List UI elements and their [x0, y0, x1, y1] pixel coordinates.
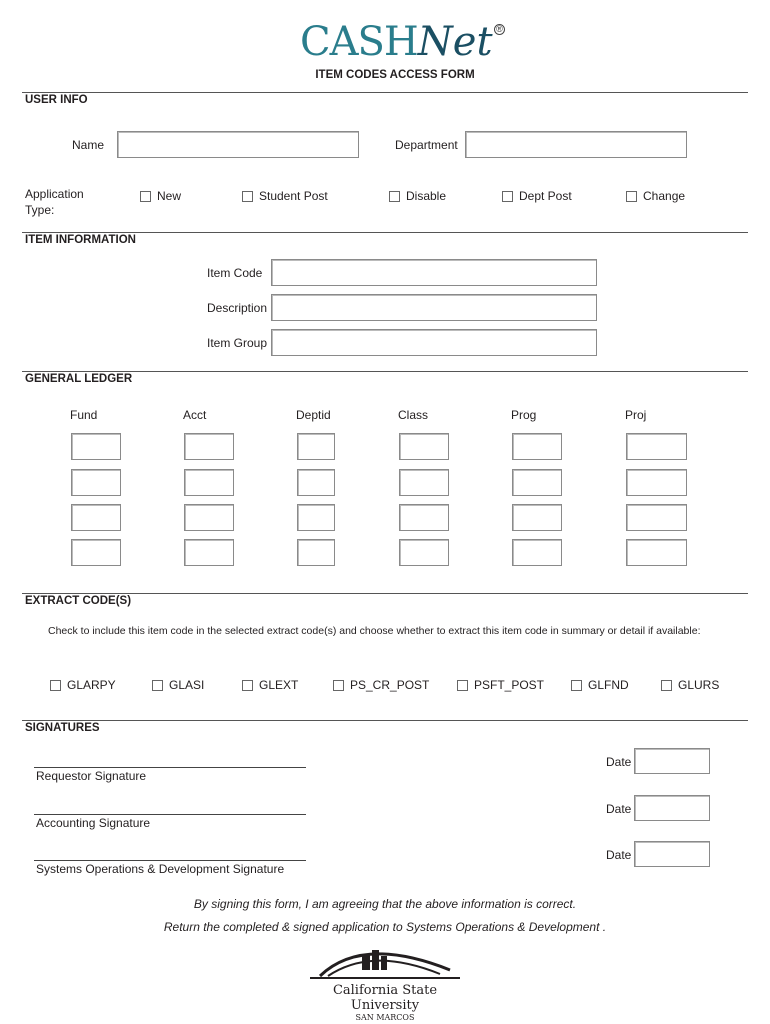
app-type-dept-post[interactable]: [502, 189, 572, 203]
gl-acct-input[interactable]: [184, 504, 234, 531]
agreement-text: By signing this form, I am agreeing that the above information is correct.: [193, 897, 577, 911]
extract-code-glurs[interactable]: [661, 678, 719, 692]
section-divider: [22, 371, 748, 372]
checkbox[interactable]: [242, 680, 253, 691]
section-divider: [22, 593, 748, 594]
checkbox-label: GLEXT: [259, 678, 299, 692]
extract-code-ps-cr-post[interactable]: [333, 678, 429, 692]
checkbox[interactable]: [389, 191, 400, 202]
logo-text: [300, 19, 510, 65]
gl-class-input[interactable]: [399, 469, 449, 496]
name-label: Name: [72, 138, 105, 152]
requestor-signature-label: Requestor Signature: [36, 769, 147, 783]
checkbox-label: Student Post: [259, 189, 328, 203]
accounting-signature-label: Accounting Signature: [36, 816, 151, 830]
extract-code-glarpy[interactable]: [50, 678, 116, 692]
gl-header-acct: Acct: [183, 408, 207, 422]
checkbox-label: Disable: [406, 189, 447, 203]
gl-class-input[interactable]: [399, 539, 449, 566]
gl-deptid-input[interactable]: [297, 433, 335, 460]
return-instruction: Return the completed & signed application to Systems Operations & Development .: [163, 920, 607, 934]
sysops-date-input[interactable]: [634, 841, 710, 867]
app-type-change[interactable]: [626, 189, 685, 203]
section-divider: [22, 232, 748, 233]
section-title-item-information: ITEM INFORMATION: [25, 234, 136, 246]
registered-mark: ®: [494, 24, 505, 35]
department-input[interactable]: [465, 131, 687, 158]
application-type-label: [25, 186, 84, 218]
checkbox-label: PSFT_POST: [474, 678, 545, 692]
section-title-extract-codes: EXTRACT CODE(S): [25, 595, 132, 607]
gl-acct-input[interactable]: [184, 539, 234, 566]
logo-accent: Net: [417, 19, 493, 65]
date-label: Date: [606, 802, 632, 816]
checkbox[interactable]: [242, 191, 253, 202]
checkbox-label: GLARPY: [67, 678, 116, 692]
gl-proj-input[interactable]: [626, 469, 687, 496]
description-label: Description: [207, 301, 268, 315]
extract-code-glfnd[interactable]: [571, 678, 629, 692]
sysops-signature-label: Systems Operations & Development Signature: [36, 862, 285, 876]
checkbox-label: Dept Post: [519, 189, 572, 203]
extract-code-glasi[interactable]: [152, 678, 204, 692]
extract-instruction: Check to include this item code in the selected extract code(s) and choose whether to extract this item code in summary or detail if available:: [48, 625, 701, 637]
app-type-new[interactable]: [140, 189, 181, 203]
sysops-signature-line[interactable]: [34, 860, 306, 861]
date-label: Date: [606, 848, 632, 862]
name-input[interactable]: [117, 131, 359, 158]
checkbox[interactable]: [333, 680, 344, 691]
gl-fund-input[interactable]: [71, 539, 121, 566]
logo-main: CASH: [300, 19, 418, 65]
requestor-date-input[interactable]: [634, 748, 710, 774]
gl-class-input[interactable]: [399, 504, 449, 531]
gl-fund-input[interactable]: [71, 504, 121, 531]
checkbox-label: Change: [643, 189, 686, 203]
section-title-general-ledger: GENERAL LEDGER: [25, 373, 133, 385]
checkbox[interactable]: [152, 680, 163, 691]
extract-code-psft-post[interactable]: [457, 678, 544, 692]
gl-acct-input[interactable]: [184, 433, 234, 460]
gl-acct-input[interactable]: [184, 469, 234, 496]
section-divider: [22, 720, 748, 721]
gl-deptid-input[interactable]: [297, 504, 335, 531]
department-label: Department: [395, 138, 458, 152]
university-name: California State University: [332, 983, 438, 1013]
checkbox[interactable]: [50, 680, 61, 691]
accounting-date-input[interactable]: [634, 795, 710, 821]
checkbox-label: New: [157, 189, 182, 203]
checkbox-label: GLURS: [678, 678, 720, 692]
gl-proj-input[interactable]: [626, 504, 687, 531]
gl-prog-input[interactable]: [512, 504, 562, 531]
checkbox[interactable]: [571, 680, 582, 691]
gl-prog-input[interactable]: [512, 469, 562, 496]
checkbox[interactable]: [502, 191, 513, 202]
gl-header-class: Class: [398, 408, 429, 422]
csu-logo: [300, 940, 470, 1022]
gl-header-deptid: Deptid: [296, 408, 331, 422]
item-code-input[interactable]: [271, 259, 597, 286]
gl-fund-input[interactable]: [71, 433, 121, 460]
section-title-user-info: USER INFO: [25, 94, 88, 106]
form-title: ITEM CODES ACCESS FORM: [315, 69, 475, 81]
checkbox-label: GLFND: [588, 678, 629, 692]
extract-code-glext[interactable]: [242, 678, 298, 692]
checkbox[interactable]: [457, 680, 468, 691]
gl-fund-input[interactable]: [71, 469, 121, 496]
checkbox-label: GLASI: [169, 678, 205, 692]
gl-proj-input[interactable]: [626, 539, 687, 566]
gl-deptid-input[interactable]: [297, 539, 335, 566]
cashnet-logo: [300, 19, 510, 72]
gl-proj-input[interactable]: [626, 433, 687, 460]
item-group-input[interactable]: [271, 329, 597, 356]
application-type-label-line1: Application: [25, 187, 84, 201]
gl-header-proj: Proj: [625, 408, 647, 422]
gl-prog-input[interactable]: [512, 539, 562, 566]
item-group-label: Item Group: [207, 336, 268, 350]
csu-mountain-icon: [300, 940, 470, 980]
gl-header-prog: Prog: [511, 408, 537, 422]
item-code-label: Item Code: [207, 266, 263, 280]
section-title-signatures: SIGNATURES: [25, 722, 100, 734]
app-type-disable[interactable]: [389, 189, 446, 203]
gl-deptid-input[interactable]: [297, 469, 335, 496]
app-type-student-post[interactable]: [242, 189, 328, 203]
checkbox-label: PS_CR_POST: [350, 678, 430, 692]
description-input[interactable]: [271, 294, 597, 321]
checkbox[interactable]: [626, 191, 637, 202]
date-label: Date: [606, 755, 632, 769]
requestor-signature-line[interactable]: [34, 767, 306, 768]
accounting-signature-line[interactable]: [34, 814, 306, 815]
gl-class-input[interactable]: [399, 433, 449, 460]
application-type-label-line2: Type:: [25, 203, 55, 217]
gl-prog-input[interactable]: [512, 433, 562, 460]
checkbox[interactable]: [140, 191, 151, 202]
section-divider: [22, 92, 748, 93]
gl-header-fund: Fund: [70, 408, 98, 422]
campus-name: SAN MARCOS: [355, 1013, 415, 1022]
checkbox[interactable]: [661, 680, 672, 691]
